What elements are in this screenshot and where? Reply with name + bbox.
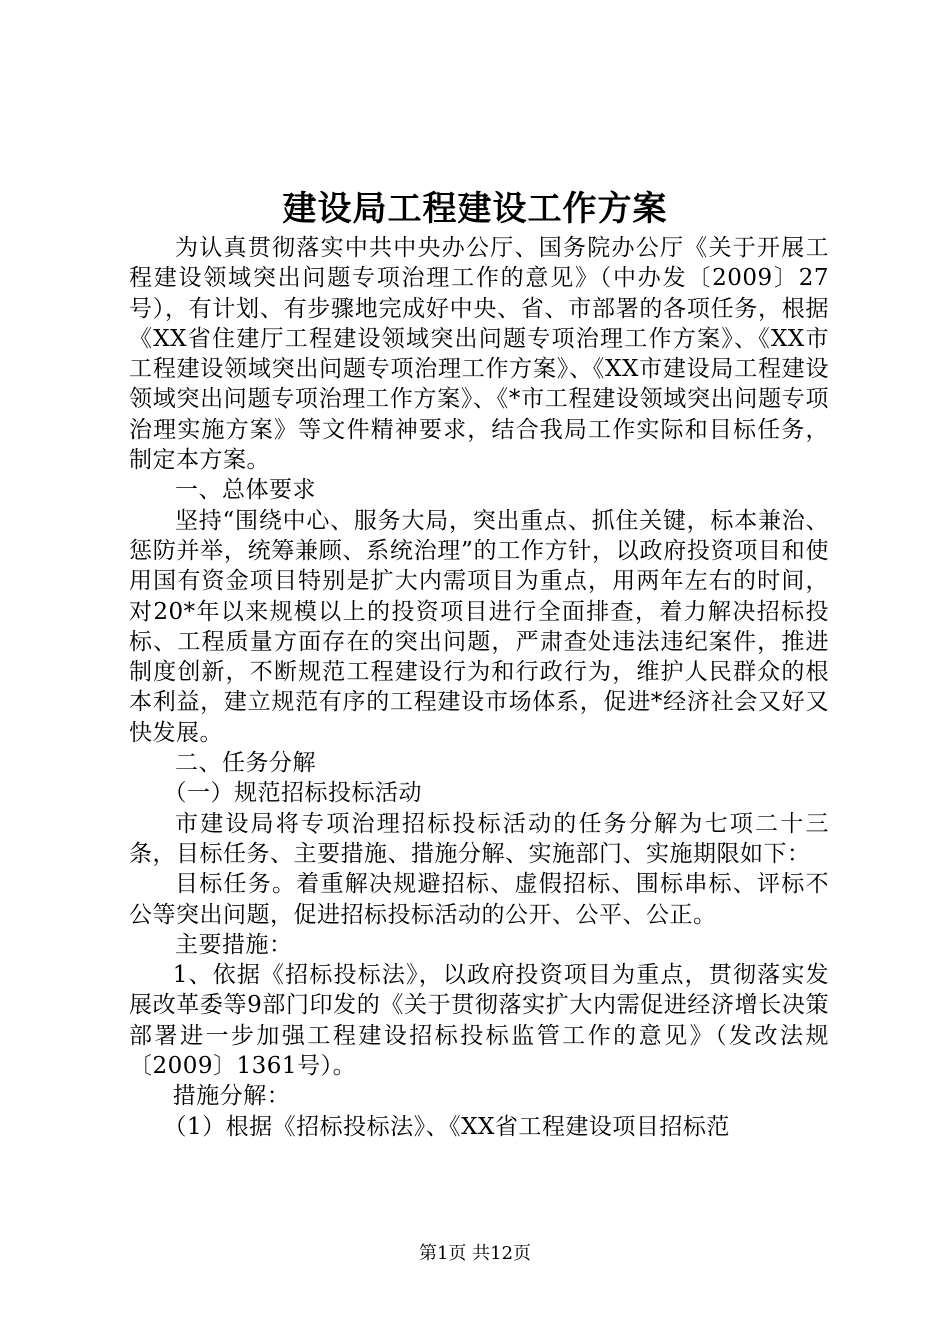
subsection-heading-bidding: （一）规范招标投标活动: [163, 780, 422, 807]
section-heading-general-requirements: 一、总体要求: [175, 477, 316, 504]
paragraph-general-requirements: 坚持“围绕中心、服务大局，突出重点、抓住关键，标本兼治、惩防并举，统筹兼顾、系统治理”的工作方针，以政府投资项目和使用国有资金项目特别是扩大内需项目为重点，用两年左右的时间，对20*年以来规模以上的投资项目进行全面排查，着力解决招标投标、工程质量方面存在的突出问题，严肃查处违法违纪案件，推进制度创新，不断规范工程建设行为和行政行为，维护人民群众的根本利益，建立规范有序的工程建设市场体系，促进*经济社会又好又快发展。: [129, 507, 829, 746]
label-measure-breakdown: 措施分解：: [172, 1083, 291, 1110]
document-body: [129, 233, 829, 1142]
paragraph-intro: 为认真贯彻落实中共中央办公厅、国务院办公厅《关于开展工程建设领域突出问题专项治理工作的意见》（中办发〔2009〕27号），有计划、有步骤地完成好中央、省、市部署的各项任务，根据《XX省住建厅工程建设领域突出问题专项治理工作方案》、《XX市工程建设领域突出问题专项治理工作方案》、《XX市建设局工程建设领域突出问题专项治理工作方案》、《*市工程建设领域突出问题专项治理实施方案》等文件精神要求，结合我局工作实际和目标任务，制定本方案。: [129, 235, 829, 474]
paragraph-target-task: 目标任务。着重解决规避招标、虚假招标、围标串标、评标不公等突出问题，促进招标投标活动的公开、公平、公正。: [129, 871, 829, 928]
paragraph-breakdown-1: （1）根据《招标投标法》、《XX省工程建设项目招标范: [163, 1113, 730, 1140]
label-main-measures: 主要措施：: [175, 931, 293, 958]
paragraph-task-breakdown: 市建设局将专项治理招标投标活动的任务分解为七项二十三条，目标任务、主要措施、措施分解、实施部门、实施期限如下：: [129, 810, 829, 867]
document-title: 建设局工程建设工作方案: [282, 189, 668, 229]
paragraph-measure-1: 1、依据《招标投标法》，以政府投资项目为重点，贯彻落实发展改革委等9部门印发的《关于贯彻落实扩大内需促进经济增长决策部署进一步加强工程建设招标投标监管工作的意见》（发改法规〔2009〕1361号）。: [129, 962, 829, 1080]
section-heading-task-breakdown: 二、任务分解: [175, 750, 316, 777]
page-footer: 第1页 共12页: [418, 1243, 532, 1264]
